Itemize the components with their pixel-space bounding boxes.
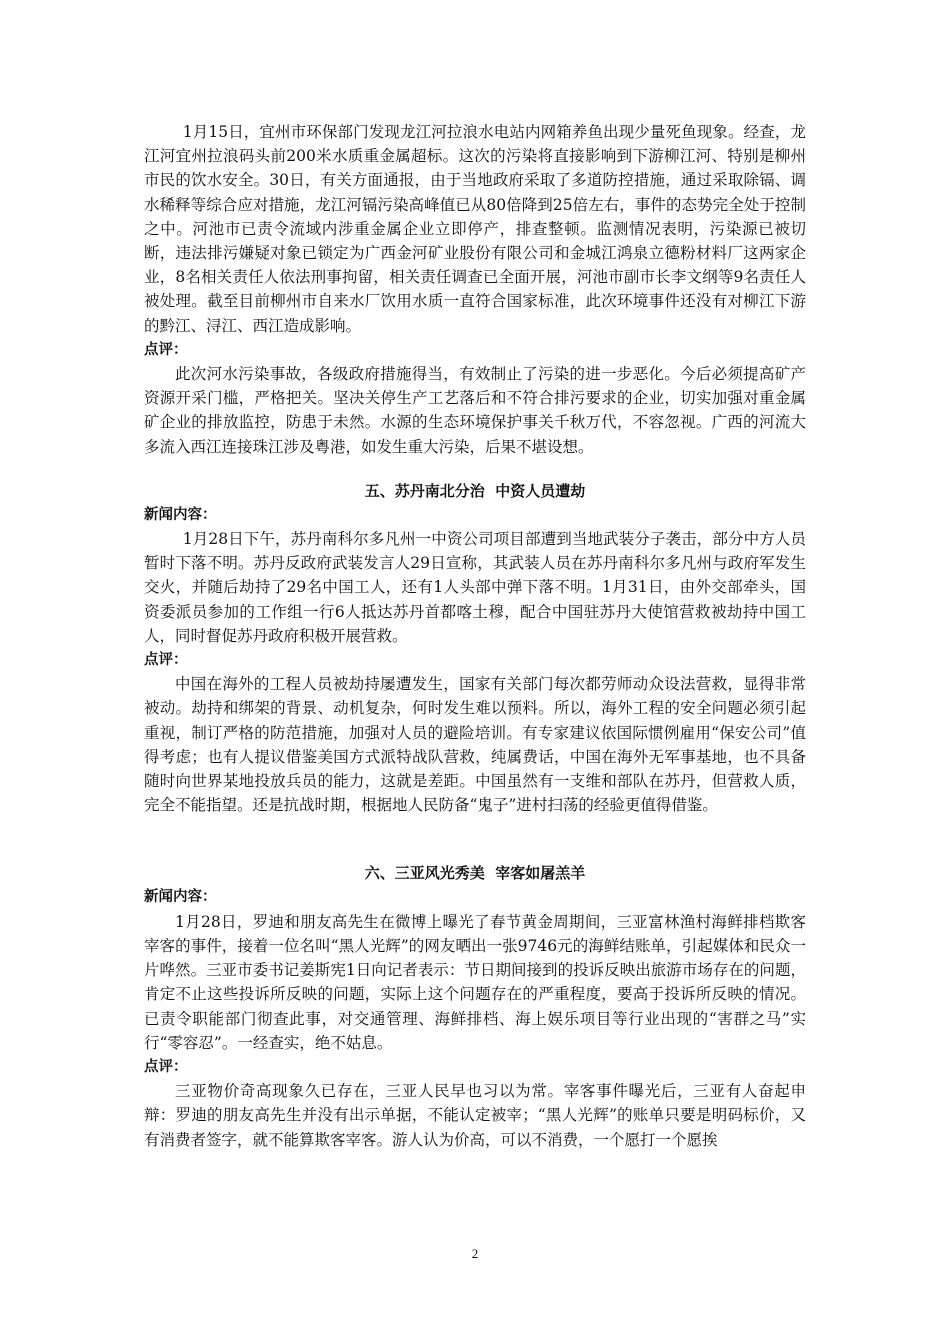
comment-paragraph-sudan: 中国在海外的工程人员被劫持屡遭发生，国家有关部门每次都劳师动众设法营救，显得非常被动。劫持和绑架的背景、动机复杂，何时发生难以预料。所以，海外工程的安全问题必须引起重视，制订严格的防范措施，加强对人员的避险培训。有专家建议依国际惯例雇用“保安公司”值得考虑；也有人提议借鉴美国方式派特战队营救，纯属费话，中国在海外无军事基地，也不具备随时向世界某地投放兵员的能力，这就是差距。中国虽然有一支维和部队在苏丹，但营救人质，完全不能指望。还是抗战时期，根据地人民防备“鬼子”进村扫荡的经验更值得借鉴。 bbox=[144, 675, 806, 815]
news-paragraph-sudan: 1月28日下午，苏丹南科尔多凡州一中资公司项目部遭到当地武装分子袭击，部分中方人员暂时下落不明。苏丹反政府武装发言人29日宣称，其武装人员在苏丹南科尔多凡州与政府军发生交火，并随后劫持了29名中国工人，还有1人头部中弹下落不明。1月31日，由外交部牵头，国资委派员参加的工作组一行6人抵达苏丹首都喀土穆，配合中国驻苏丹大使馆营救被劫持中国工人，同时督促苏丹政府积极开展营救。 bbox=[144, 530, 806, 645]
section-heading-sanya: 六、三亚风光秀美 宰客如屠羔羊 bbox=[364, 864, 586, 883]
comment-label: 点评： bbox=[144, 341, 188, 358]
comment-paragraph-sanya: 三亚物价奇高现象久已存在，三亚人民早也习以为常。宰客事件曝光后，三亚有人奋起申辩：罗迪的朋友高先生并没有出示单据，不能认定被宰；“黑人光辉”的账单只要是明码标价，又有消费者签字，就不能算欺客宰客。游人认为价高，可以不消费，一个愿打一个愿挨 bbox=[144, 1082, 806, 1149]
document-page bbox=[144, 120, 806, 1152]
comment-label: 点评： bbox=[144, 1058, 188, 1075]
news-paragraph-sanya: 1月28日，罗迪和朋友高先生在微博上曝光了春节黄金周期间，三亚富林渔村海鲜排档欺客宰客的事件，接着一位名叫“黑人光辉”的网友晒出一张9746元的海鲜结账单，引起媒体和民众一片哗然。三亚市委书记姜斯宪1日向记者表示：节日期间接到的投诉反映出旅游市场存在的问题，肯定不止这些投诉所反映的问题，实际上这个问题存在的严重程度，要高于投诉所反映的情况。已责令职能部门彻查此事，对交通管理、海鲜排档、海上娱乐项目等行业出现的“害群之马”实行“零容忍”。一经查实，绝不姑息。 bbox=[144, 912, 806, 1052]
news-paragraph-river-pollution: 1月15日，宜州市环保部门发现龙江河拉浪水电站内网箱养鱼出现少量死鱼现象。经查，龙江河宜州拉浪码头前200米水质重金属超标。这次的污染将直接影响到下游柳江河、特别是柳州市民的饮水安全。30日，有关方面通报，由于当地政府采取了多道防控措施，通过采取除镉、调水稀释等综合应对措施，龙江河镉污染高峰值已从80倍降到25倍左右，事件的态势完全处于控制之中。河池市已责令流域内涉重金属企业立即停产，排查整顿。监测情况表明，污染源已被切断，违法排污嫌疑对象已锁定为广西金河矿业股份有限公司和金城江鸿泉立德粉材料厂这两家企业，8名相关责任人依法刑事拘留，相关责任调查已全面开展，河池市副市长李文纲等9名责任人被处理。截至目前柳州市自来水厂饮用水质一直符合国家标准，此次环境事件还没有对柳江下游的黔江、浔江、西江造成影响。 bbox=[144, 123, 806, 335]
news-content-label: 新闻内容： bbox=[144, 889, 217, 906]
news-content-label: 新闻内容： bbox=[144, 506, 217, 523]
section-heading-sudan: 五、苏丹南北分治 中资人员遭劫 bbox=[364, 481, 586, 500]
comment-label: 点评： bbox=[144, 652, 188, 669]
page-number: 2 bbox=[471, 1246, 479, 1261]
comment-paragraph-river-pollution: 此次河水污染事故，各级政府措施得当，有效制止了污染的进一步恶化。今后必须提高矿产资源开采门槛，严格把关。坚决关停生产工艺落后和不符合排污要求的企业，切实加强对重金属矿企业的排放监控，防患于未然。水源的生态环境保护事关千秋万代，不容忽视。广西的河流大多流入西江连接珠江涉及粤港，如发生重大污染，后果不堪设想。 bbox=[144, 365, 806, 456]
